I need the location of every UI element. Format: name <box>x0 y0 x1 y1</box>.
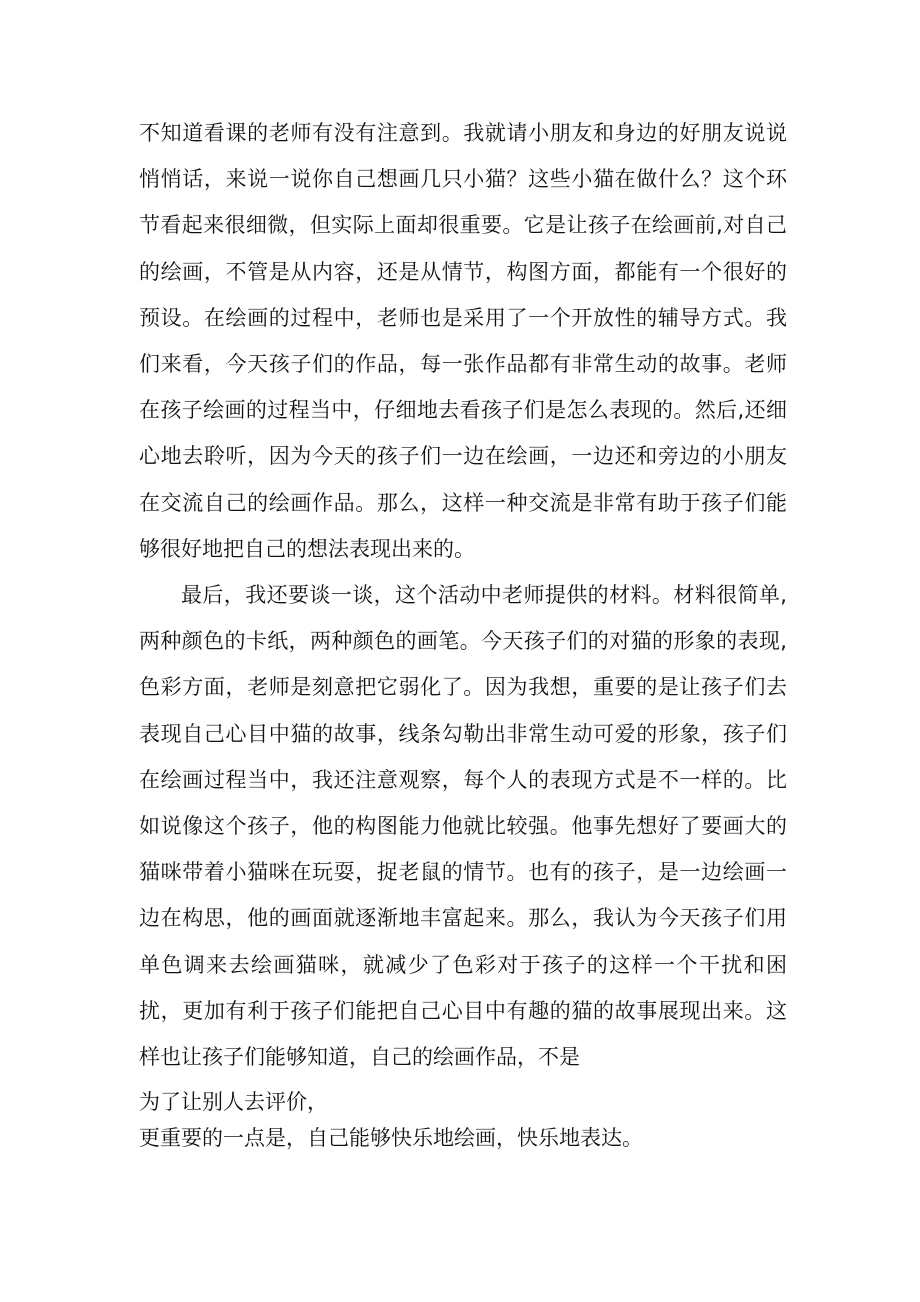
closing-line-1: 为了让别人去评价， <box>139 1090 328 1115</box>
paragraph-2: 最后，我还要谈一谈，这个活动中老师提供的材料。材料很简单,两种颜色的卡纸，两种颜色的画笔。今天孩子们的对猫的形象的表现,色彩方面，老师是刻意把它弱化了。因为我想，重要的是让孩子们去表现自己心目中猫的故事，线条勾勒出非常生动可爱的形象，孩子们在绘画过程当中，我还注意观察，每个人的表现方式是不一样的。比如说像这个孩子，他的构图能力他就比较强。他事先想好了要画大的猫咪带着小猫咪在玩耍，捉老鼠的情节。也有的孩子，是一边绘画一边在构思，他的画面就逐渐地丰富起来。那么，我认为今天孩子们用单色调来去绘画猫咪，就减少了色彩对于孩子的这样一个干扰和困扰，更加有利于孩子们能把自己心目中有趣的猫的故事展现出来。这样也让孩子们能够知道，自己的绘画作品，不是 <box>139 583 787 1070</box>
paragraph-1: 不知道看课的老师有没有注意到。我就请小朋友和身边的好朋友说说悄悄话，来说一说你自己想画几只小猫？这些小猫在做什么？这个环节看起来很细微，但实际上面却很重要。它是让孩子在绘画前,对自己的绘画，不管是从内容，还是从情节，构图方面，都能有一个很好的预设。在绘画的过程中，老师也是采用了一个开放性的辅导方式。我们来看，今天孩子们的作品，每一张作品都有非常生动的故事。老师在孩子绘画的过程当中，仔细地去看孩子们是怎么表现的。然后,还细心地去聆听，因为今天的孩子们一边在绘画，一边还和旁边的小朋友在交流自己的绘画作品。那么，这样一种交流是非常有助于孩子们能够很好地把自己的想法表现出来的。 <box>139 121 787 561</box>
document-body <box>139 110 787 1156</box>
closing-line-2: 更重要的一点是，自己能够快乐地绘画，快乐地表达。 <box>139 1126 643 1151</box>
closing-lines <box>139 1084 787 1156</box>
